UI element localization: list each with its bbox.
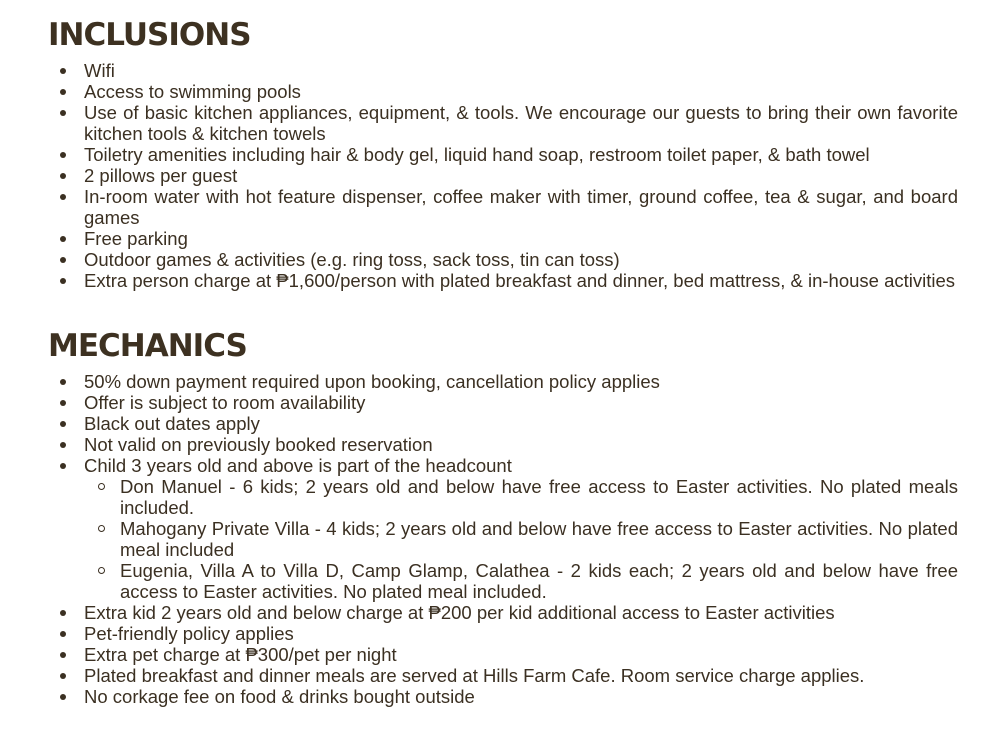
list-item: No corkage fee on food & drinks bought outside bbox=[84, 686, 958, 707]
inclusions-list bbox=[84, 60, 958, 291]
sublist-item: Eugenia, Villa A to Villa D, Camp Glamp, Calathea - 2 kids each; 2 years old and below have free access to Easter activities. No plated meal included. bbox=[120, 560, 958, 602]
list-item: Free parking bbox=[84, 228, 958, 249]
list-item: 2 pillows per guest bbox=[84, 165, 958, 186]
list-item-child-headcount bbox=[84, 455, 958, 602]
list-item: Wifi bbox=[84, 60, 958, 81]
list-item: Extra pet charge at ₱300/pet per night bbox=[84, 644, 958, 665]
list-item: Black out dates apply bbox=[84, 413, 958, 434]
mechanics-list bbox=[84, 371, 958, 707]
list-item: Not valid on previously booked reservation bbox=[84, 434, 958, 455]
list-item: Outdoor games & activities (e.g. ring toss, sack toss, tin can toss) bbox=[84, 249, 958, 270]
list-item: 50% down payment required upon booking, cancellation policy applies bbox=[84, 371, 958, 392]
child-sublist bbox=[84, 476, 958, 602]
list-item: Plated breakfast and dinner meals are served at Hills Farm Cafe. Room service charge applies. bbox=[84, 665, 958, 686]
mechanics-heading: MECHANICS bbox=[48, 328, 247, 364]
list-item: Pet-friendly policy applies bbox=[84, 623, 958, 644]
list-item: Extra person charge at ₱1,600/person with plated breakfast and dinner, bed mattress, & in-house activities bbox=[84, 270, 958, 291]
list-item: Use of basic kitchen appliances, equipment, & tools. We encourage our guests to bring their own favorite kitchen tools & kitchen towels bbox=[84, 102, 958, 144]
list-item: Offer is subject to room availability bbox=[84, 392, 958, 413]
sublist-item: Don Manuel - 6 kids; 2 years old and below have free access to Easter activities. No plated meals included. bbox=[120, 476, 958, 518]
list-item-text: Child 3 years old and above is part of the headcount bbox=[84, 455, 512, 476]
sublist-item: Mahogany Private Villa - 4 kids; 2 years old and below have free access to Easter activities. No plated meal included bbox=[120, 518, 958, 560]
list-item: Access to swimming pools bbox=[84, 81, 958, 102]
list-item: Extra kid 2 years old and below charge at ₱200 per kid additional access to Easter activities bbox=[84, 602, 958, 623]
list-item: Toiletry amenities including hair & body gel, liquid hand soap, restroom toilet paper, & bath towel bbox=[84, 144, 958, 165]
list-item: In-room water with hot feature dispenser, coffee maker with timer, ground coffee, tea & sugar, and board games bbox=[84, 186, 958, 228]
inclusions-heading: INCLUSIONS bbox=[48, 17, 251, 53]
